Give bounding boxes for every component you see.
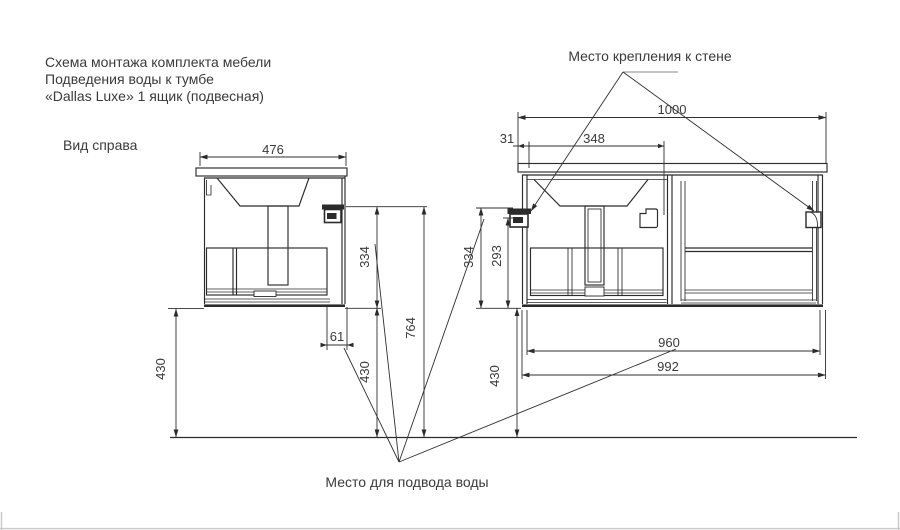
side-view-dimensions — [153, 142, 427, 437]
side-drain-pipe — [268, 206, 288, 285]
dim-348-label: 348 — [583, 131, 605, 146]
side-drawer-box — [207, 248, 328, 295]
front-right-bracket — [806, 212, 821, 228]
water-leader-side-height — [375, 244, 399, 462]
dim-1000-extensions — [518, 112, 826, 163]
side-wall-bracket — [322, 205, 344, 223]
dim-1000-label: 1000 — [657, 102, 687, 117]
front-basin — [534, 180, 648, 207]
wall-mount-leader-right — [623, 72, 814, 211]
front-trap-notch — [585, 287, 604, 296]
side-basin — [217, 178, 309, 206]
front-countertop — [518, 164, 827, 173]
side-drawer-divider — [233, 248, 237, 295]
front-drain-pipe-inner — [588, 209, 601, 282]
title-line-3: «Dallas Luxe» 1 ящик (подвесная) — [45, 88, 264, 104]
view-label: Вид справа — [63, 137, 138, 153]
side-bottom-rail-2 — [204, 299, 330, 302]
front-right-side-panels — [681, 181, 817, 301]
side-cabinet-bottom — [204, 304, 345, 307]
front-right-bottom-rail-1 — [685, 290, 813, 293]
side-view-drawing — [196, 168, 347, 307]
dim-334-label: 334 — [357, 246, 372, 268]
wall-mount-callout-label: Место крепления к стене — [568, 48, 732, 64]
front-middle-partition — [668, 175, 673, 304]
water-leader-front-center — [399, 349, 676, 462]
front-left-bottom-rail-2 — [527, 300, 667, 303]
side-trap-notch — [254, 291, 276, 297]
dim-430-left-label: 430 — [153, 358, 168, 380]
dim-430-mid-label: 430 — [357, 361, 372, 383]
dim-476-label: 476 — [262, 142, 284, 157]
front-siphon-clip — [640, 209, 658, 228]
front-right-drawer-top — [685, 248, 813, 252]
title-line-2: Подведения воды к тумбе — [45, 71, 214, 87]
side-countertop — [196, 168, 347, 176]
side-back-wall — [342, 176, 345, 304]
dim-293-label: 293 — [489, 245, 504, 267]
dim-430-front-label: 430 — [487, 365, 502, 387]
wall-mount-leader-left — [531, 72, 623, 211]
dim-960-label: 960 — [658, 335, 680, 350]
dim-61-label: 61 — [329, 329, 345, 344]
photo-frame-edge — [0, 512, 900, 530]
front-left-wall — [523, 175, 528, 304]
front-view-dimensions — [461, 102, 826, 437]
front-right-bottom-rail-2 — [681, 300, 816, 303]
front-view-drawing — [508, 164, 828, 308]
dim-764-label: 764 — [403, 317, 418, 339]
title-block — [45, 54, 271, 153]
title-line-1: Схема монтажа комплекта мебели — [45, 54, 272, 70]
dim-31-label: 31 — [499, 131, 515, 146]
water-supply-callout-label: Место для подвода воды — [325, 474, 489, 490]
dim-334-front-label: 334 — [461, 246, 476, 268]
side-hanger-hook — [207, 180, 212, 195]
dim-348-extensions — [529, 141, 664, 215]
water-leader-front-height — [399, 219, 484, 462]
dim-992-label: 992 — [657, 359, 679, 374]
front-right-wall — [818, 175, 823, 304]
front-cabinet-bottom — [522, 304, 823, 307]
